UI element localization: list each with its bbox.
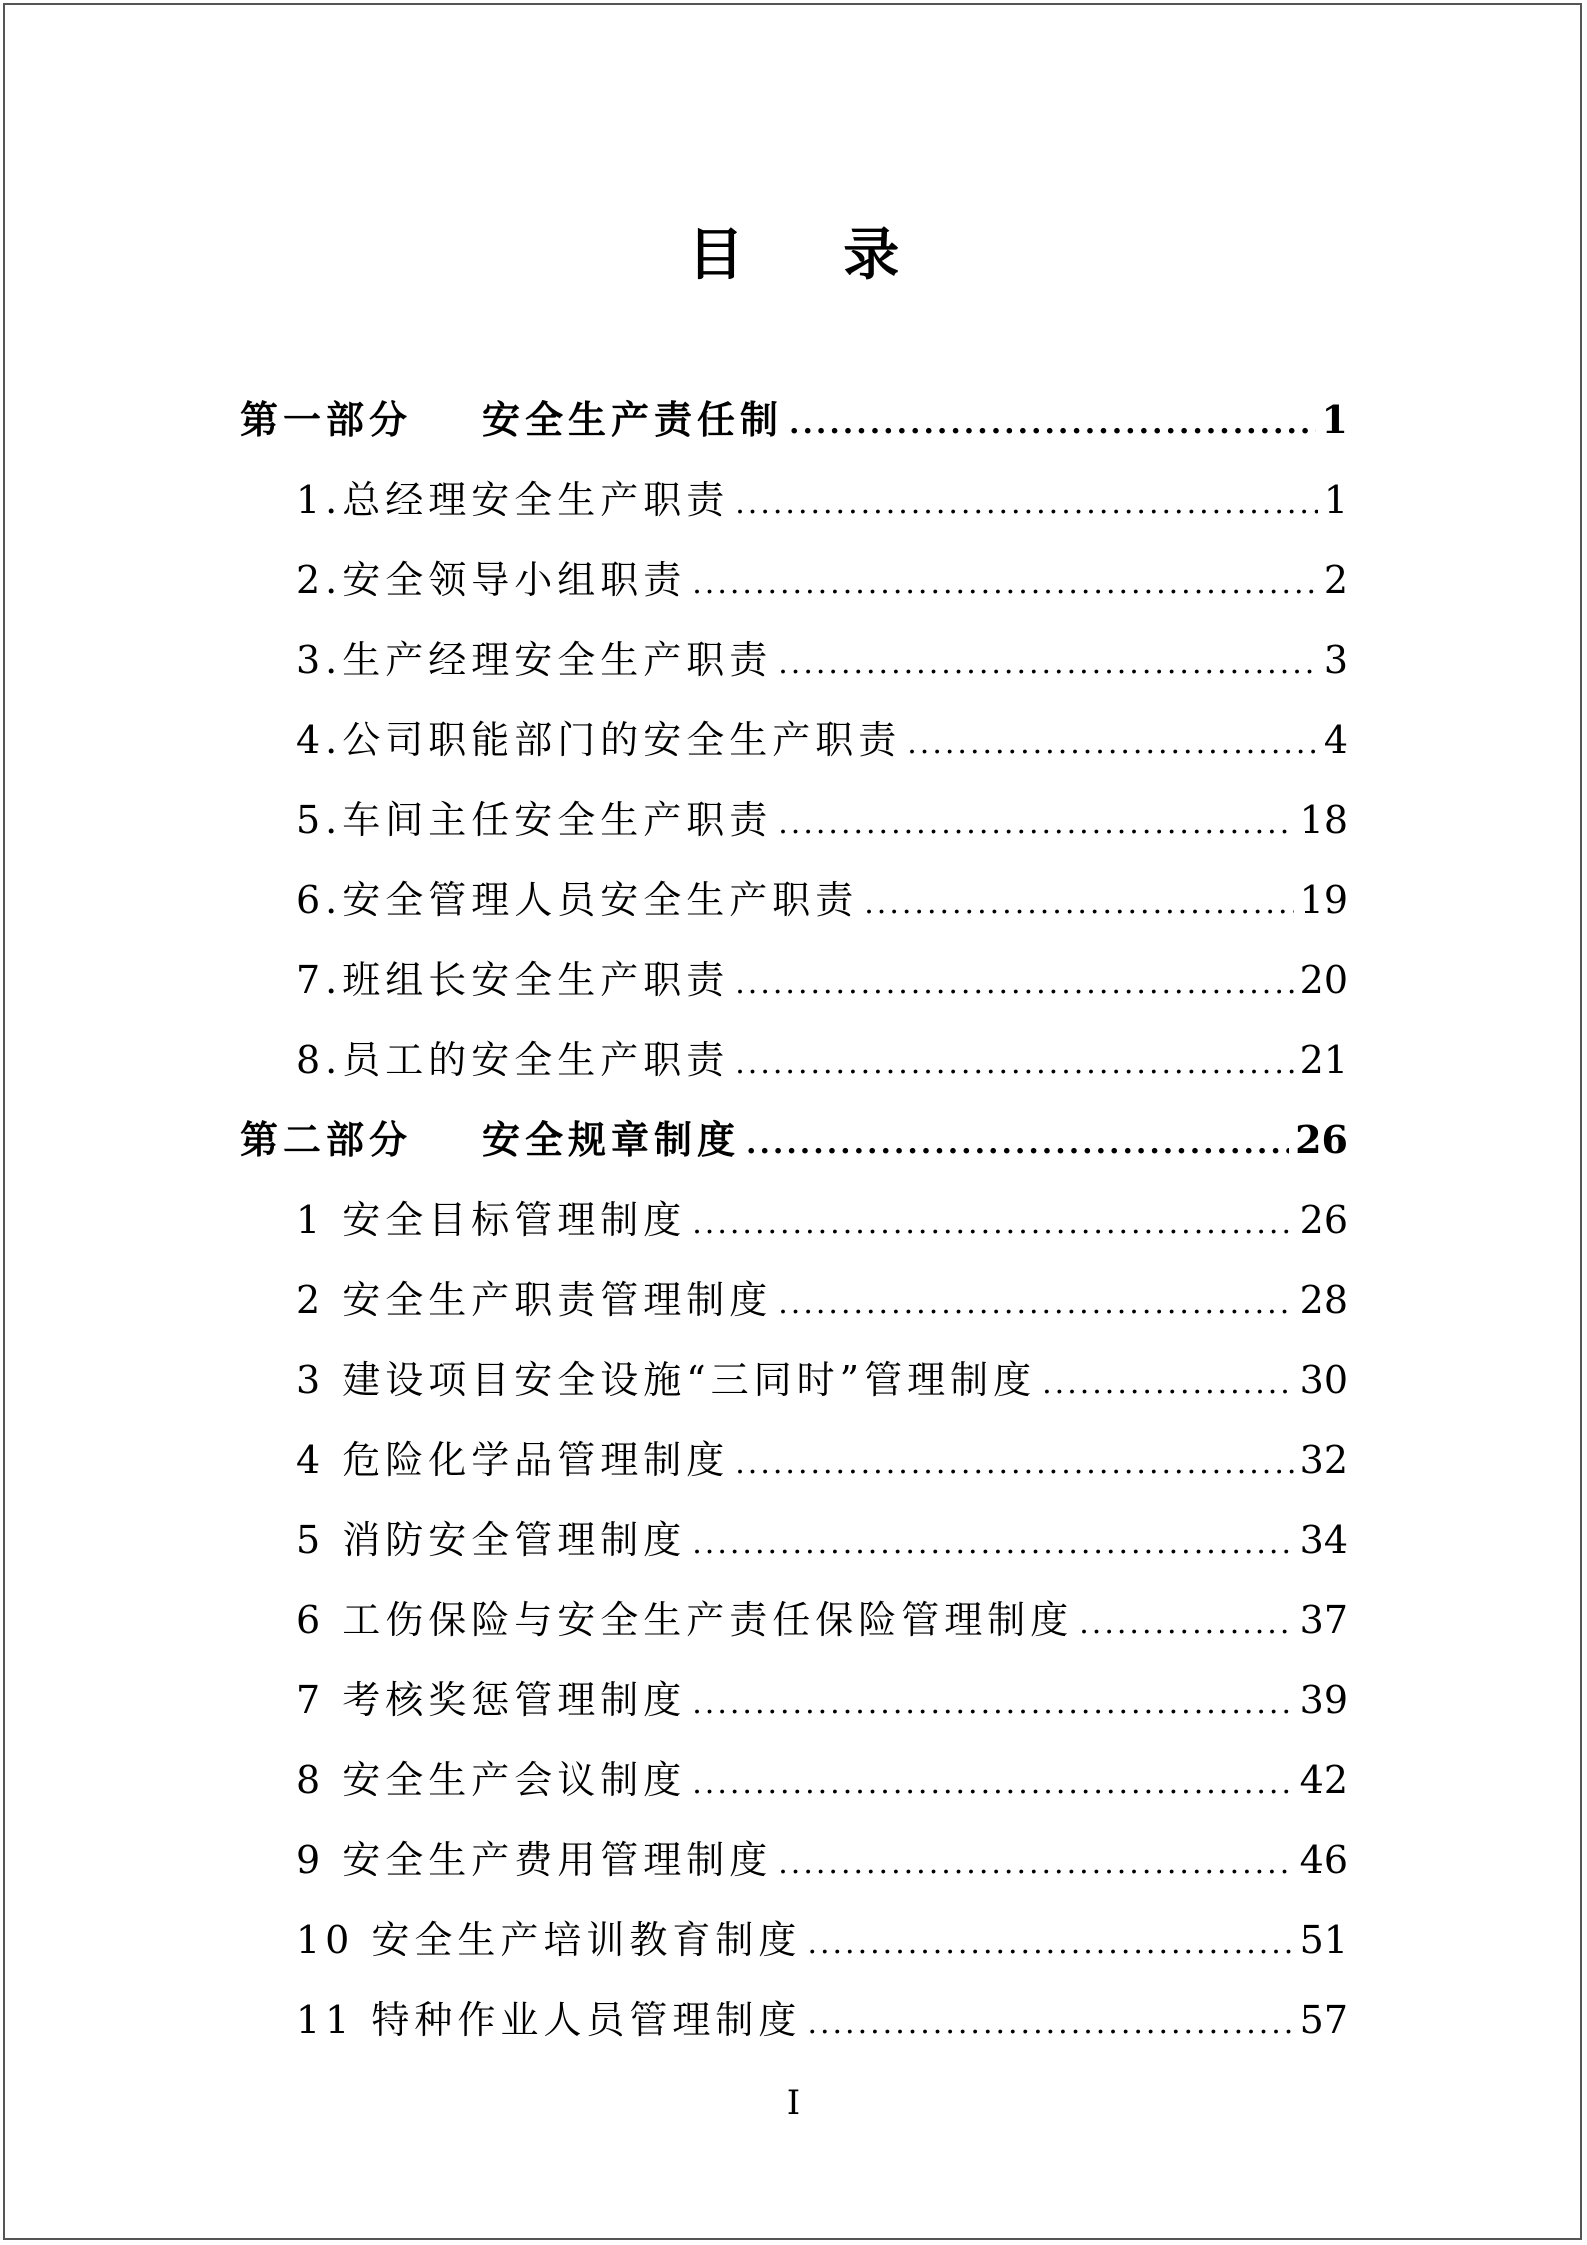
toc-entry-label <box>240 380 783 460</box>
toc-page-number: 42 <box>1299 1758 1348 1802</box>
toc-page-number: 26 <box>1295 1117 1348 1162</box>
toc-entry-label: 4.公司职能部门的安全生产职责 <box>296 718 902 762</box>
toc-dot-leader <box>1079 1584 1293 1664</box>
toc-page-number: 2 <box>1323 558 1348 602</box>
toc-entry-label: 5 消防安全管理制度 <box>296 1518 687 1562</box>
toc-item-row[interactable] <box>240 940 1348 1020</box>
toc-item-row[interactable] <box>240 780 1348 860</box>
toc-page-number: 37 <box>1299 1598 1348 1642</box>
toc-page-number: 28 <box>1299 1278 1348 1322</box>
toc-dot-leader <box>692 1664 1293 1744</box>
toc-dot-leader <box>1042 1344 1294 1424</box>
toc-dot-leader <box>735 1024 1293 1104</box>
page-number: I <box>786 2083 801 2123</box>
toc-entry-label: 6.安全管理人员安全生产职责 <box>296 878 859 922</box>
toc-entry-label <box>240 1100 740 1180</box>
toc-page-number: 30 <box>1299 1358 1348 1402</box>
toc-dot-leader <box>692 1744 1293 1824</box>
toc-page-number: 46 <box>1299 1838 1348 1882</box>
toc-page-number: 18 <box>1299 798 1348 842</box>
toc-item-row[interactable] <box>240 1820 1348 1900</box>
toc-page-number: 1 <box>1323 478 1348 522</box>
toc-dot-leader <box>735 1424 1293 1504</box>
toc-page-number: 20 <box>1299 958 1348 1002</box>
toc-item-row[interactable] <box>240 1260 1348 1340</box>
toc-entry-label: 8.员工的安全生产职责 <box>296 1038 730 1082</box>
toc-item-row[interactable] <box>240 700 1348 780</box>
toc-dot-leader <box>778 624 1318 704</box>
toc-item-row[interactable] <box>240 1180 1348 1260</box>
toc-dot-leader <box>807 1904 1293 1984</box>
toc-page-number: 57 <box>1299 1998 1348 2042</box>
toc-page-number: 39 <box>1299 1678 1348 1722</box>
toc-dot-leader <box>778 784 1293 864</box>
toc-part-title: 安全生产责任制 <box>482 397 784 442</box>
toc-item-row[interactable] <box>240 540 1348 620</box>
toc-entry-label: 8 安全生产会议制度 <box>296 1758 687 1802</box>
toc-entry-label: 4 危险化学品管理制度 <box>296 1438 730 1482</box>
toc-item-row[interactable] <box>240 460 1348 540</box>
toc-dot-leader <box>692 1504 1293 1584</box>
toc-entry-label: 3.生产经理安全生产职责 <box>296 638 773 682</box>
toc-dot-leader <box>692 1184 1293 1264</box>
toc-page-number: 1 <box>1321 397 1348 442</box>
toc-item-row[interactable] <box>240 1500 1348 1580</box>
toc-dot-leader <box>907 704 1318 784</box>
toc-entry-label: 2 安全生产职责管理制度 <box>296 1278 773 1322</box>
toc-part-number: 第一部分 <box>240 397 413 442</box>
toc-entry-label: 5.车间主任安全生产职责 <box>296 798 773 842</box>
toc-item-row[interactable] <box>240 1020 1348 1100</box>
toc-entry-label: 7.班组长安全生产职责 <box>296 958 730 1002</box>
toc-entry-label: 10 安全生产培训教育制度 <box>296 1918 802 1962</box>
toc-dot-leader <box>789 384 1316 464</box>
toc-dot-leader <box>807 1984 1293 2064</box>
toc-item-row[interactable] <box>240 1980 1348 2060</box>
toc-page-number: 3 <box>1323 638 1348 682</box>
toc-part-row[interactable] <box>240 380 1348 460</box>
toc-page-number: 4 <box>1323 718 1348 762</box>
toc-entry-label: 3 建设项目安全设施“三同时”管理制度 <box>296 1358 1037 1402</box>
page-title: 目 录 <box>687 222 940 288</box>
toc-item-row[interactable] <box>240 1900 1348 1980</box>
toc-entry-label: 7 考核奖惩管理制度 <box>296 1678 687 1722</box>
toc-dot-leader <box>864 864 1293 944</box>
toc-item-row[interactable] <box>240 1420 1348 1500</box>
toc-page-number: 32 <box>1299 1438 1348 1482</box>
toc-entry-label: 2.安全领导小组职责 <box>296 558 687 602</box>
toc-entry-label: 9 安全生产费用管理制度 <box>296 1838 773 1882</box>
toc-entry-label: 1 安全目标管理制度 <box>296 1198 687 1242</box>
toc-item-row[interactable] <box>240 1580 1348 1660</box>
toc-item-row[interactable] <box>240 860 1348 940</box>
toc-item-row[interactable] <box>240 1660 1348 1740</box>
toc-page-number: 19 <box>1299 878 1348 922</box>
toc-item-row[interactable] <box>240 1740 1348 1820</box>
toc-dot-leader <box>778 1264 1293 1344</box>
toc-part-row[interactable] <box>240 1100 1348 1180</box>
toc-dot-leader <box>778 1824 1293 1904</box>
toc-item-row[interactable] <box>240 1340 1348 1420</box>
toc-dot-leader <box>735 464 1318 544</box>
toc-part-number: 第二部分 <box>240 1117 413 1162</box>
toc-dot-leader <box>735 944 1293 1024</box>
toc-part-title: 安全规章制度 <box>482 1117 741 1162</box>
toc-entry-label: 1.总经理安全生产职责 <box>296 478 730 522</box>
toc-dot-leader <box>692 544 1318 624</box>
toc-item-row[interactable] <box>240 620 1348 700</box>
toc-page-number: 26 <box>1299 1198 1348 1242</box>
toc-page-number: 21 <box>1299 1038 1348 1082</box>
toc-page-number: 34 <box>1299 1518 1348 1562</box>
toc-entry-label: 6 工伤保险与安全生产责任保险管理制度 <box>296 1598 1074 1642</box>
toc-dot-leader <box>746 1104 1289 1184</box>
toc-entry-label: 11 特种作业人员管理制度 <box>296 1998 802 2042</box>
table-of-contents <box>240 380 1348 2060</box>
toc-page-number: 51 <box>1299 1918 1348 1962</box>
